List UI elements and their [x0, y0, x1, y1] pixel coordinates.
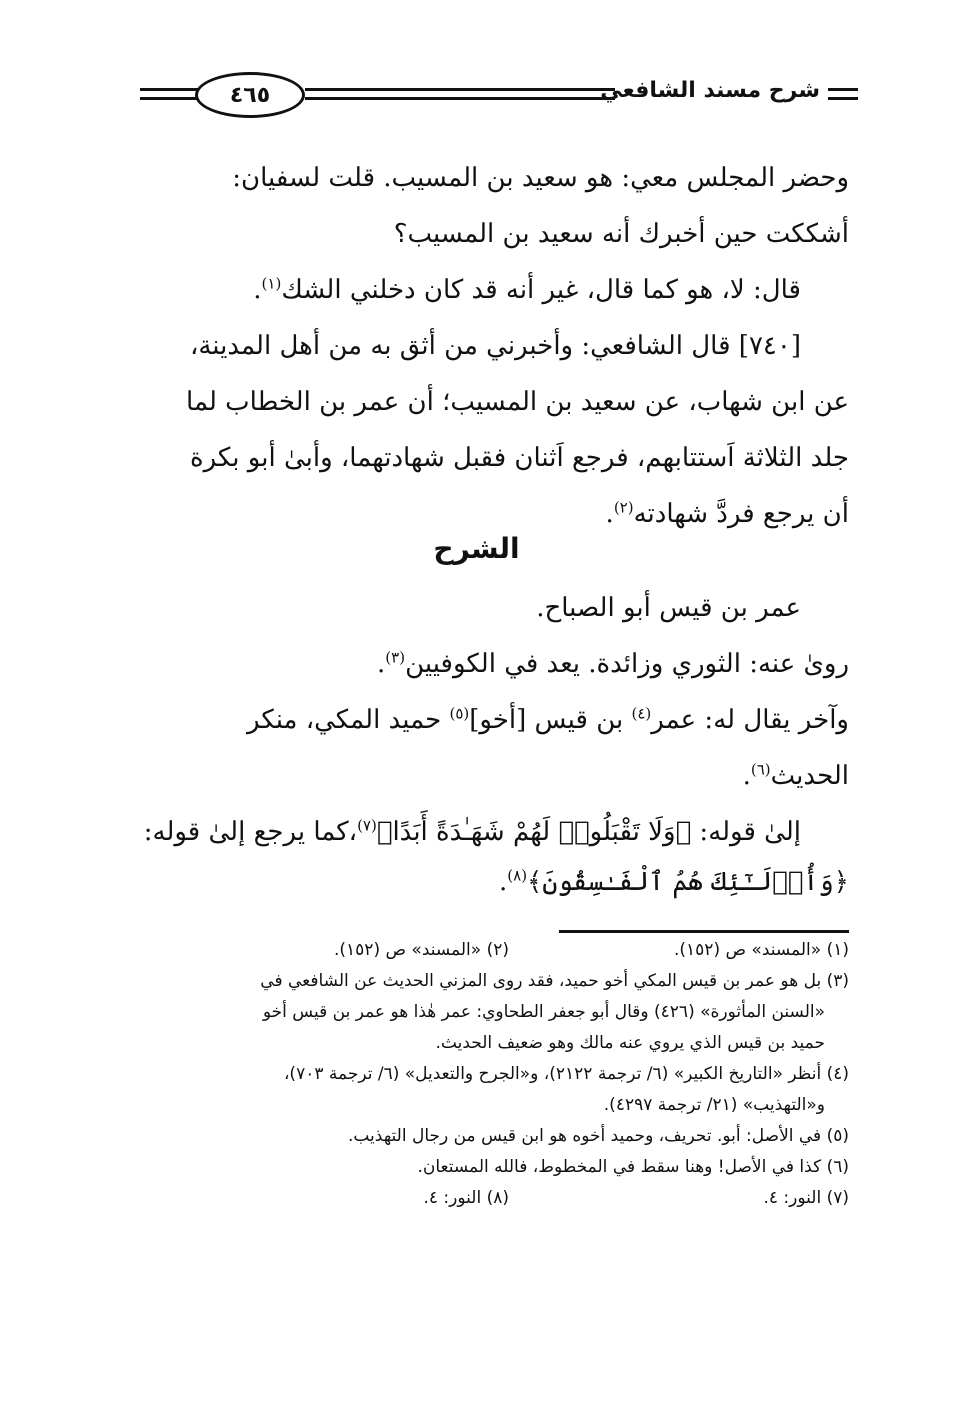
text-line [134, 636, 849, 692]
period: . [499, 867, 508, 897]
text-span: روىٰ عنه: الثوري وزائدة. يعد في الكوفيين [405, 649, 849, 679]
text-line: [٧٤٠] قال الشافعي: وأخبرني من أثق به من أهل المدينة، [189, 331, 801, 361]
text-span: أن يرجع فردَّ شهادته [633, 499, 849, 529]
page-number: ٤٦٥ [195, 72, 305, 118]
footnote-marker: (٣) [385, 648, 406, 667]
footnote-7: (٧) النور: ٤. [763, 1188, 849, 1208]
footnote-3: (٣) بل هو عمر بن قيس المكي أخو حميد، فقد روى المزني الحديث عن الشافعي في [260, 971, 849, 991]
text-line [134, 692, 849, 748]
header-rule-left-bottom [140, 97, 200, 100]
text-span: إلىٰ قوله: [691, 817, 801, 847]
footnote-marker: (٤) [631, 704, 652, 723]
text-line: أشككت حين أخبرك أنه سعيد بن المسيب؟ [393, 219, 849, 249]
text-span: وآخر يقال له: عمر [651, 705, 849, 735]
running-title-text: شرح مسند الشافعي [600, 78, 820, 103]
footnote-5: (٥) في الأصل: أبو. تحريف، وحميد أخوه هو ابن قيس من رجال التهذيب. [347, 1126, 849, 1146]
quran-verse: ﴿وَلَا تَقْبَلُوا۟ لَهُمْ شَهَـٰدَةً أَبَدًا﴾ [376, 817, 692, 847]
footnote-marker: (٨) [507, 866, 528, 885]
footnote-marker: (٢) [613, 498, 634, 517]
footnote-2: (٢) «المسند» ص (١٥٢). [333, 940, 509, 960]
header-rule-middle-bottom [305, 97, 615, 100]
header-rule-right-top [828, 88, 858, 91]
footnote-1: (١) «المسند» ص (١٥٢). [673, 940, 849, 960]
footnote-4: (٤) أنظر «التاريخ الكبير» (٦/ ترجمة ٢١٢٢)، و«الجرح والتعديل» (٦/ ترجمة ٧٠٣)، [283, 1064, 849, 1084]
text-line [134, 262, 849, 318]
footnote-8: (٨) النور: ٤. [423, 1188, 509, 1208]
text-line [134, 804, 849, 860]
footnote-row [129, 1183, 849, 1214]
text-line [134, 748, 849, 804]
text-line: وحضر المجلس معي: هو سعيد بن المسيب. قلت لسفيان: [232, 163, 849, 193]
sharh-text [134, 580, 849, 904]
period: . [742, 761, 751, 791]
footnote-6: (٦) كذا في الأصل! وهنا سقط في المخطوط، فالله المستعان. [417, 1157, 849, 1177]
page-header [140, 70, 858, 130]
footnote-4-cont: و«التهذيب» (٢١/ ترجمة ٤٢٩٧). [603, 1095, 825, 1115]
footnote-separator [559, 930, 849, 933]
text-line: عمر بن قيس أبو الصباح. [536, 593, 801, 623]
text-line: عن ابن شهاب، عن سعيد بن المسيب؛ أن عمر بن الخطاب لما [186, 387, 849, 417]
quran-verse: ﴿وَأُو۟لَـٰٓئِكَ هُمُ ٱلْفَـٰسِقُونَ﴾ [527, 867, 849, 897]
header-rule-middle-top [305, 88, 615, 91]
footnote-marker: (١) [261, 274, 282, 293]
text-span: الحديث [770, 761, 849, 791]
text-line: جلد الثلاثة اَستتابهم، فرجع اَثنان فقبل شهادتهما، وأبىٰ أبو بكرة [189, 443, 849, 473]
footnote-row [129, 935, 849, 966]
footnote-marker: (٦) [750, 760, 771, 779]
footnotes [129, 935, 849, 1214]
period: . [253, 275, 262, 305]
section-title: الشرح [433, 532, 520, 565]
text-span: قال: لا، هو كما قال، غير أنه قد كان دخلني الشك [281, 275, 801, 305]
period: . [605, 499, 614, 529]
main-text [134, 150, 849, 542]
text-span: ،كما يرجع إلىٰ قوله: [143, 817, 358, 847]
footnote-3-cont: حميد بن قيس الذي يروي عنه مالك وهو ضعيف الحديث. [435, 1033, 825, 1053]
text-line [134, 860, 849, 904]
footnote-marker: (٥) [449, 704, 470, 723]
header-rule-right-bottom [828, 97, 858, 100]
running-title [600, 78, 820, 103]
footnote-3-cont: «السنن المأثورة» (٤٢٦) وقال أبو جعفر الطحاوي: عمر هٰذا هو عمر بن قيس أخو [262, 1002, 825, 1022]
text-span: حميد المكي، منكر [246, 705, 450, 735]
text-span: بن قيس [أخو] [469, 705, 632, 735]
footnote-marker: (٧) [357, 816, 377, 835]
header-rule-left-top [140, 88, 200, 91]
period: . [377, 649, 386, 679]
